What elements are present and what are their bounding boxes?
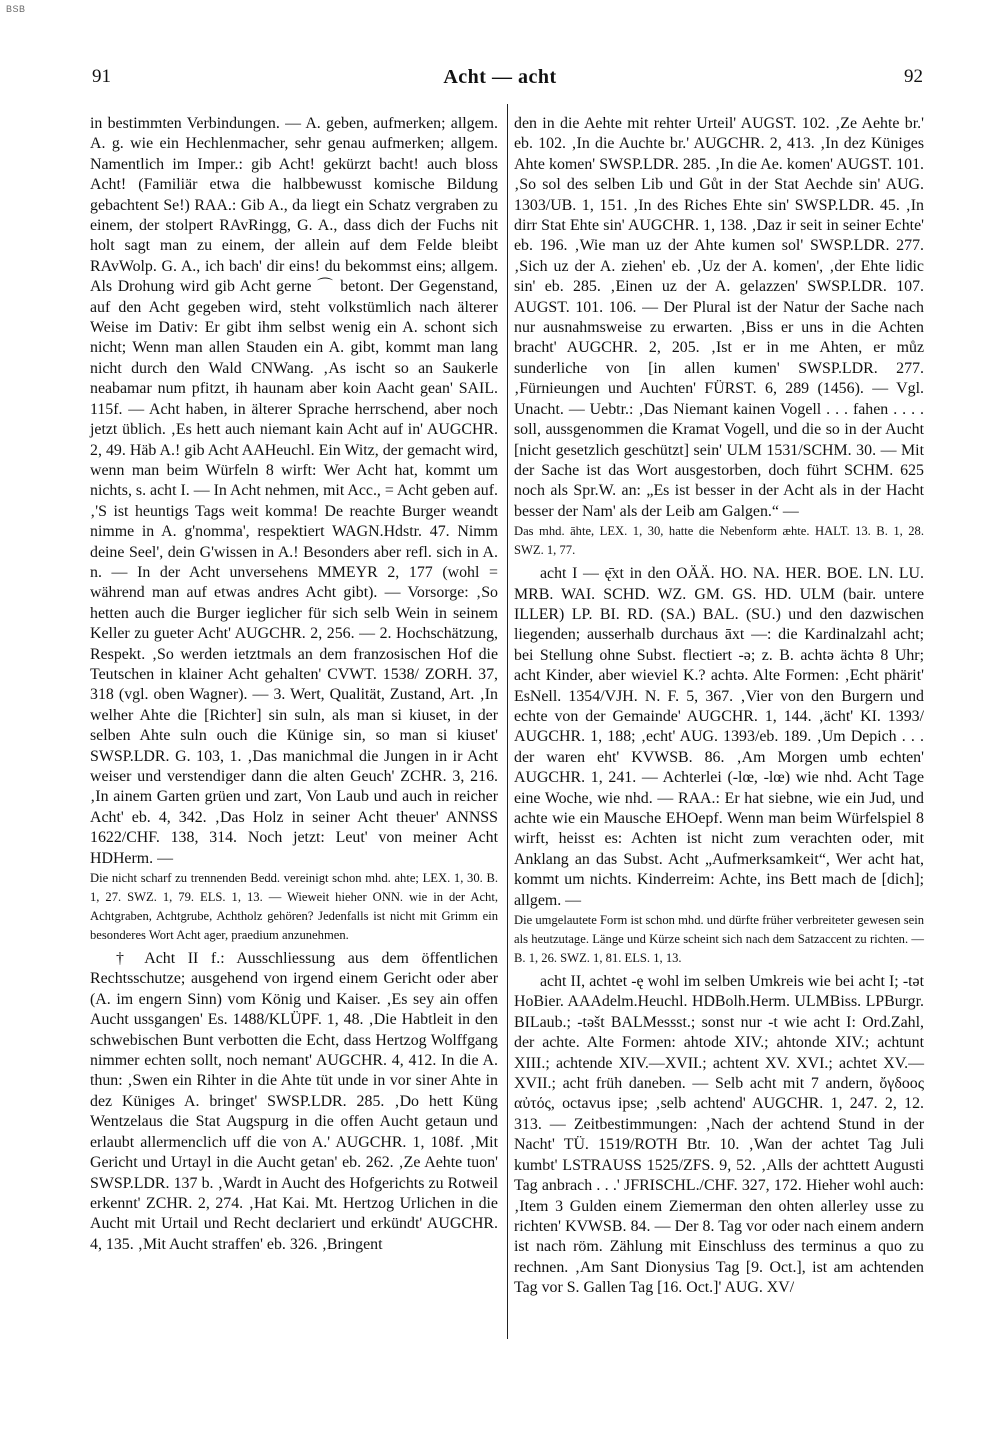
entry-acht-i-body: in bestimmten Verbindungen. — A. geben, aufmerken; allgem. A. g. wie ein Hechlenmacher, sehr genau aufmerken; allgem. Namentlich im Imper.: gib Acht! gekürzt bacht! auch bloss Acht! (Familiär etwa die halbbewusst komische Bildung gebachtent Se!) RAA.: Gib A., da liegt ein Schatz vergraben zu einem, der stolpert RAvRingg, G. A., dass dich der Fuchs nit holt sagt man zu einem, der allein auf dem Felde bleibt RAvWolp. G. A., ich bach' dir eins! du bekommst eins; allgem. Als Drohung wird gib Acht gerne ⌒ betont. Der Gegenstand, auf den Acht gegeben wird, steht volkstümlich nach älterer Weise im Dativ: Er gibt ihm selbst wenig ein A. schont sich nicht; Wenn man allen Stauden ein A. gibt, kommt man lang nicht durch den Wald CNWang. ‚As ischt so an Saukerle neabamar num pfitzt, ih haunam aber koin Aacht gean' SAIL. 115f. — Acht haben, in älterer Sprache herrschend, aber noch jetzt üblich. ‚Es hett auch niemant kain Acht auf in' AUGCHR. 2, 49. Häb A.! gib Acht AAHeuchl. Ein Witz, der gemacht wird, wenn man beim Würfeln 8 wirft: Wer Acht hat, kommt um nichts, s. acht I. — In Acht nehmen, mit Acc., = Acht geben auf. ‚'S ist heuntigs Tags weit komma! De reachte Burger weandt nimme in A. g'nomma', respektiert WAGN.Hdstr. 47. Nimm deine Seel', dein G'wissen in A.! Besonders aber refl. sich in A. n. — In der Acht unversehens MMEYR 2, 177 (wohl = während man auf etwas andres Acht gibt). — Vorsorge: ‚So hetten auch die Burger ieglicher für sich selb Wein in seinem Keller zu gueter Acht' AUGCHR. 2, 256. — 2. Hochschätzung, Respekt. ‚So werden ietztmals an dem franzosischen Hof die Teutschen in klainer Acht gehalten' CVWT. 1538/ ZORH. 37, 318 (vgl. oben Wagner). — 3. Wert, Qualität, Zustand, Art. ‚In welher Ahte die [Richter] sin suln, als man si kiuset, in der selben Ahte suln ouch die Künige sin, so man si kiuset' SWSP.LDR. G. 103, 1. ‚Das manichmal die Jungen in ir Acht weiser und verstendiger dann die alten Geuch' ZCHR. 3, 216. ‚In ainem Garten grüen und zart, Von Laub und auch in reicher Acht' eb. 4, 342. ‚Das Holz in seiner Acht theuer' ANNSS 1622/CHF. 138, 314. Noch jetzt: Leut' von meiner Acht HDHerm. — (90, 115, 498, 867)
page-number-left: 91 (92, 66, 111, 87)
entry-acht-numeral-i-note: Die umgelautete Form ist schon mhd. und dürfte früher verbreiteter gewesen sein als heutzutage. Länge und Kürze scheint sich nach dem Satzaccent zu richten. — B. 1, 26. SWZ. 1, 81. ELS. 1, 13. (514, 913, 924, 966)
page-number-right: 92 (904, 66, 923, 87)
column-divider (507, 104, 508, 1339)
entry-acht-ii: † Acht II f.: Ausschliessung aus dem öffentlichen Rechtsschutze; ausgehend von irgend einem Gericht oder aber (A. im engern Sinn) vom König und Kaiser. ‚Es sey ain offen Aucht ussgangen' Es. 1488/KLÜPF. 1, 48. ‚Die Habtleit in den schwebischen Bunt verbotten die Echt, dass Hertzog Wolffgang nimmer echten sollt, noch nemant' AUGCHR. 4, 412. In die A. thun: ‚Swen ein Rihter in die Ahte tüt unde in vor siner Ahte in dez Küniges A. bringet' SWSP.LDR. 285. ‚Do hett Küng Wentzelaus die Stat Augspurg in die offen Aucht getaun und erlaubt allermenclich uff die von A.' AUGCHR. 1, 108f. ‚Mit Gericht und Urtayl in die Aucht getan' eb. 262. ‚Ze Aehte tuon' SWSP.LDR. 137 b. ‚Wardt in Aucht des Hofgerichts zu Rotweil erkennt' ZCHR. 2, 274. ‚Hat Kai. Mt. Hertzog Urlichen in die Aucht mit Urtail und Recht declariert und erkündt' AUGCHR. 4, 135. ‚Mit Aucht straffen' eb. 326. ‚Bringent (90, 950, 498, 1253)
running-title: Acht — acht (443, 66, 557, 88)
right-column (514, 114, 924, 1299)
entry-acht-ii-note: Das mhd. āhte, LEX. 1, 30, hatte die Nebenform æhte. HALT. 13. B. 1, 28. SWZ. 1, 77. (514, 524, 924, 558)
page-header (0, 66, 1000, 96)
entry-acht-numeral-i: acht I — ę̄xt in den OÄÄ. HO. NA. HER. BOE. LN. LU. MRB. WAI. SCHD. WZ. GM. GS. HD. ULM (bair. untere ILLER) LP. BI. RD. (SA.) BAL. (SU.) und den dazwischen liegenden; ausserhalb durchaus āxt —: die Kardinalzahl acht; bei Stellung ohne Subst. flectiert -ə; z. B. achtə ächtə 8 Uhr; acht Kinder, aber wieviel K.? achtə. Alte Formen: ‚Echt phärit' EsNell. 1354/VJH. N. F. 5, 367. ‚Vier von den Burgern und echte von der Gemainde' AUGCHR. 1, 144. ‚ächt' KI. 1393/ AUGCHR. 1, 188; ‚echt' AUG. 1393/eb. 189. ‚Um Depich . . . der waren eht' KVWSB. 86. ‚Am Morgen umb echten' AUGCHR. 1, 241. — Achterlei (-lœ, -lœ) wie nhd. Acht Tage eine Woche, wie nhd. — RAA.: Er hat siebne, wie ein Jud, und achte wie ein Mausche EHOepf. Wenn man beim Würfelspiel 8 wirft, heisst es: Achten ist nicht zum verachten oder, mit Anklang an das Subst. Acht „Aufmerksamkeit“, Wer acht hat, kommt um nichts. Kinderreim: Achte, ins Bett mach de [dich]; allgem. — (514, 565, 924, 909)
entry-acht-ii-continued: den in die Aehte mit rehter Urteil' AUGST. 102. ‚Ze Aehte br.' eb. 102. ‚In die Auchte br.' AUGCHR. 2, 413. ‚In dez Küniges Ahte komen' SWSP.LDR. 285. ‚In die Ae. komen' AUGST. 101. ‚So sol des selben Lib und Gůt in der Stat Aechde sin' AUG. 1303/UB. 1, 151. ‚In des Riches Ehte sin' SWSP.LDR. 45. ‚In dirr Stat Ehte sin' AUGCHR. 1, 138. ‚Daz ir seit in seiner Echte' eb. 196. ‚Wie man uz der Ahte kumen sol' SWSP.LDR. 277. ‚Sich uz der A. ziehen' eb. ‚Uz der A. komen', ‚der Ehte lidic sin' eb. 285. ‚Einen uz der A. gelazzen' SWSP.LDR. 107. AUGST. 101. 106. — Der Plural ist der Natur der Sache nach nur ausnahmsweise zu erwarten. ‚Biss er uns in die Achten bracht' AUGCHR. 2, 205. ‚Ist er in me Ahten, er můz sunderliche von [in allen kumen' SWSP.LDR. 277. ‚Fürnieungen und Auchten' FÜRST. 6, 289 (1456). — Vgl. Unacht. — Uebtr.: ‚Das Niemant kainen Vogell . . . fahen . . . . soll, aussgenommen die Kramat Vogell, und die so in der Aucht [nicht gesetzlich geschützt] sein' ULM 1531/SCHM. 30. — Mit der Sache ist das Wort ausgestorben, doch führt SCHM. 625 noch als Spr.W. an: „Es ist besser in der Acht als in der Hacht besser der Nam' als der Leib am Galgen.“ — (514, 115, 924, 520)
entry-acht-i-note: Die nicht scharf zu trennenden Bedd. vereinigt schon mhd. ahte; LEX. 1, 30. B. 1, 27. SWZ. 1, 79. ELS. 1, 13. — Wieweit hieher ONN. wie in der Acht, Achtgraben, Achtgrube, Achtholz gehören? Jedenfalls ist nicht mit Grimm ein besonderes Wort Acht ager, praedium anzunehmen. (90, 871, 498, 943)
entry-acht-numeral-ii: acht II, achtet -ę wohl im selben Umkreis wie bei acht I; -tət HoBier. AAAdelm.Heuchl. HDBolh.Herm. ULMBiss. LPBurgr. BILaub.; -təšt BALMessst.; sonst nur -t wie acht I: Ord.Zahl, der achte. Alte Formen: ahtode XIV.; ahtonde XIV.; achtunt XIII.; achtende XIV.—XVII.; achtent XV. XVI.; achtet XV.—XVII.; acht früh daneben. — Selb acht mit 7 andern, ὄγδοος αὐτός, octavus ipse; ‚selb achtend' AUGCHR. 1, 247. 2, 12. 313. — Zeitbestimmungen: ‚Nach der achtend Stund in der Nacht' TÜ. 1519/ROTH Btr. 10. ‚Wan der achtet Tag Juli kumbt' LSTRAUSS 1525/ZFS. 9, 52. ‚Alls der achttett Augusti Tag anbrach . . .' JFRISCHL./CHF. 327, 172. Hieher wohl auch: ‚Item 3 Gulden einem Ziemerman den ohten allerley usse zu richten' KVWSB. 84. — Der 8. Tag vor oder nach einem andern ist nach röm. Zählung mit Einschluss des terminus a quo zu rechnen. ‚Am Sant Dionysius Tag [9. Oct.], ist am achtenden Tag vor S. Gallen Tag [16. Oct.]' AUG. XV/ (514, 973, 924, 1297)
left-column (90, 114, 498, 1255)
bsb-watermark: BSB (6, 4, 26, 14)
